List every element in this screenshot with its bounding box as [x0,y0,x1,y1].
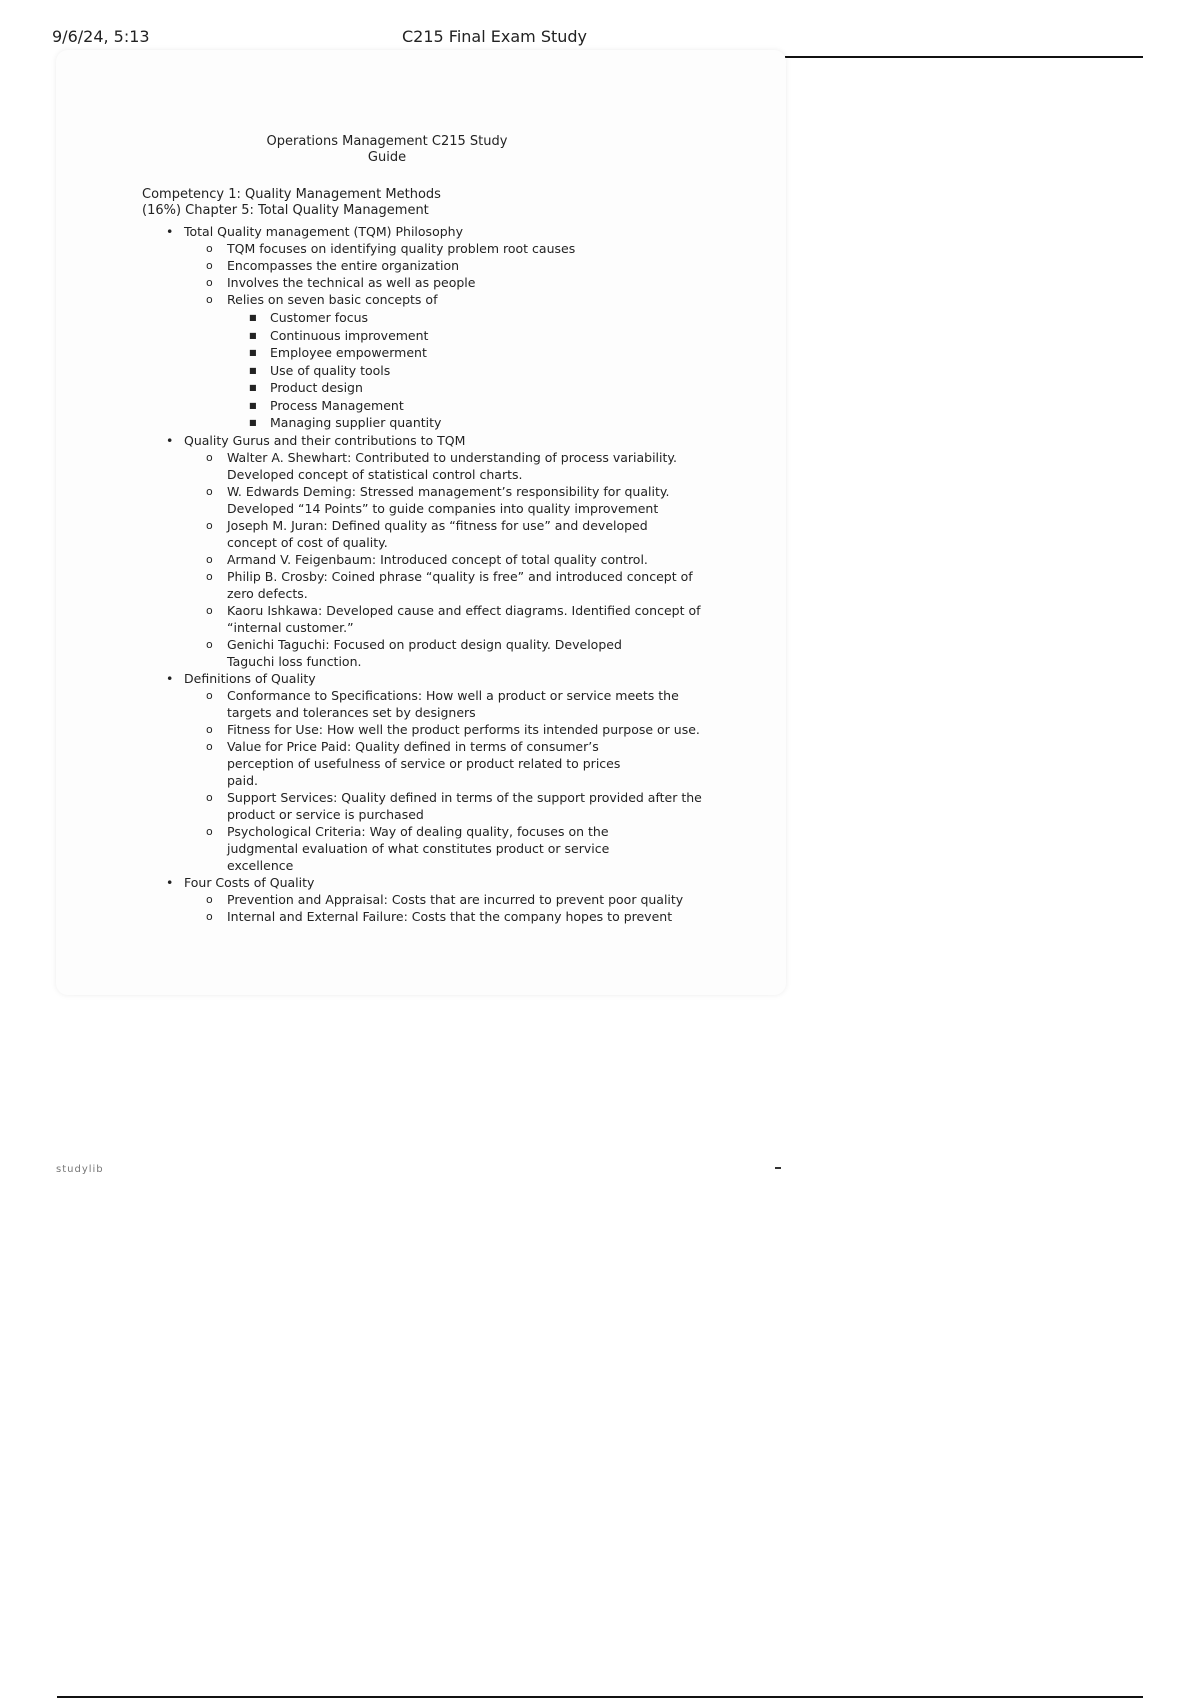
footer-mark [775,1167,781,1169]
list-item [227,891,786,908]
list-item: o TQM focuses on identifying quality problem root causes [227,240,786,257]
section-heading: • Total Quality management (TQM) Philosophy [184,223,786,240]
list-item-text: o W. Edwards Deming: Stressed management’s responsibility for quality. Developed “14 Points” to guide companies into quality improvement [227,483,670,516]
list-item [227,483,786,517]
competency-heading [142,187,482,219]
list-item-text: o Prevention and Appraisal: Costs that are incurred to prevent poor quality [227,891,684,907]
print-title: C215 Final Exam Study [402,27,588,46]
document-title-line-2: Guide [367,150,407,165]
list-item [227,721,786,738]
list-item-text: o Kaoru Ishkawa: Developed cause and effect diagrams. Identified concept of “internal customer.” [227,602,701,635]
list-item-text: o Fitness for Use: How well the product performs its intended purpose or use. [227,721,700,737]
item-list [184,449,786,670]
list-item: o Encompasses the entire organization [227,257,786,274]
list-item [227,908,786,925]
concept-item: ■ Customer focus [270,309,786,327]
list-item [227,517,786,551]
list-item: o Involves the technical as well as people [227,274,786,291]
document-preview [56,50,786,995]
outline [56,223,786,925]
concept-item: ■ Managing supplier quantity [270,414,786,432]
section-definitions-of-quality [184,670,786,874]
concept-item: ■ Process Management [270,397,786,415]
list-item [227,551,786,568]
list-item [227,449,786,483]
section-quality-gurus [184,432,786,670]
document-title-line-1: Operations Management C215 Study [266,134,508,149]
competency-line-1: Competency 1: Quality Management Methods [142,187,441,202]
list-item [227,687,786,721]
list-item-text: o Joseph M. Juran: Defined quality as “fitness for use” and developed concept of cost of quality. [227,517,648,550]
list-item-text: o Philip B. Crosby: Coined phrase “quality is free” and introduced concept of zero defects. [227,568,693,601]
list-item [227,602,786,636]
item-list [184,687,786,874]
item-list [184,891,786,925]
list-item-text: o Support Services: Quality defined in terms of the support provided after the product or service is purchased [227,789,702,822]
list-item [227,738,786,789]
list-item [227,568,786,602]
document-title [256,134,518,166]
list-item [227,823,786,874]
header-rule [785,56,1143,58]
section-four-costs-of-quality [184,874,786,925]
list-item-text: o Armand V. Feigenbaum: Introduced concept of total quality control. [227,551,648,567]
section-heading: • Definitions of Quality [184,670,786,687]
footer-rule [57,1696,1143,1698]
section-heading: • Quality Gurus and their contributions to TQM [184,432,786,449]
list-item-text: o Genichi Taguchi: Focused on product design quality. Developed Taguchi loss function. [227,636,622,669]
list-item [227,636,786,670]
item-list [184,240,786,432]
competency-line-2: (16%) Chapter 5: Total Quality Management [142,203,429,218]
list-item [227,789,786,823]
print-date: 9/6/24, 5:13 [52,27,150,46]
section-heading: • Four Costs of Quality [184,874,786,891]
list-item-text: Relies on seven basic concepts of [227,292,438,307]
footer-source-text: studylib [56,1164,104,1175]
list-item [227,291,786,432]
concept-item: ■ Continuous improvement [270,327,786,345]
concept-item: ■ Use of quality tools [270,362,786,380]
concept-list [227,309,786,432]
list-item-text: o Value for Price Paid: Quality defined in terms of consumer’s perception of usefulness of service or product related to prices paid. [227,738,621,788]
list-item-text: o Conformance to Specifications: How well a product or service meets the targets and tolerances set by designers [227,687,679,720]
concept-item: ■ Product design [270,379,786,397]
list-item-text: o Psychological Criteria: Way of dealing quality, focuses on the judgmental evaluation of what constitutes product or service excellence [227,823,610,873]
section-list [56,223,786,925]
list-item-text: o Internal and External Failure: Costs that the company hopes to prevent [227,908,673,924]
section-tqm [184,223,786,432]
list-item-text: o Walter A. Shewhart: Contributed to understanding of process variability. Developed concept of statistical control charts. [227,449,677,482]
concept-item: ■ Employee empowerment [270,344,786,362]
